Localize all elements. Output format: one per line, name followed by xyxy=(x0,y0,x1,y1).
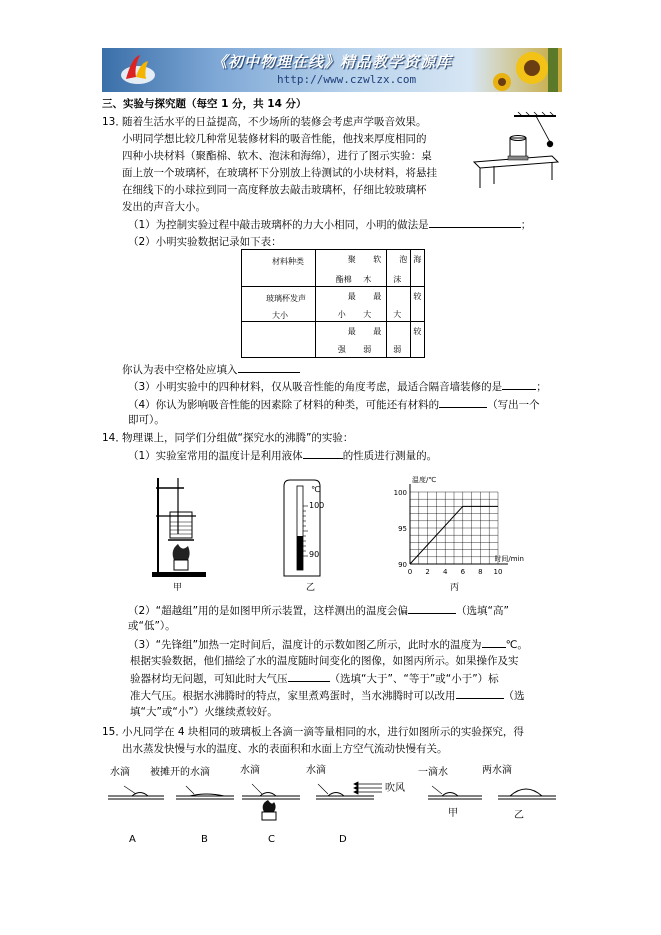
table-cell: 海 xyxy=(413,255,422,264)
chart-x-tick-label: 6 xyxy=(460,568,466,576)
q13-sub1: （1）为控制实验过程中敲击玻璃杯的力大小相同，小明的做法是 ； xyxy=(128,216,531,233)
q15-label-c-top: 水滴 xyxy=(240,765,260,776)
q13-number: 13． xyxy=(102,116,126,128)
section-heading: 三、实验与探究题（每空 1 分，共 14 分） xyxy=(102,98,307,110)
table-label-sound-size: 大小 xyxy=(272,311,288,320)
chart-y-tick-label: 95 xyxy=(398,525,407,533)
banner-title: 《初中物理在线》精品教学资源库 xyxy=(212,53,453,71)
q13-sub4: （4）你认为影响吸音性能的因素除了材料的种类，可能还有材料的 （写出一个 xyxy=(128,396,540,413)
chart-x-tick-label: 8 xyxy=(478,568,483,576)
q15-label-B: B xyxy=(201,834,208,845)
thermo-unit: ℃ xyxy=(311,485,320,494)
table-cell: 弱 xyxy=(363,345,372,354)
q14-sub3-line4: 准大气压。根据水沸腾时的特点，家里煮鸡蛋时，当水沸腾时可以改用 （选 xyxy=(130,687,525,704)
chart-y-tick-label: 100 xyxy=(393,489,407,497)
q15-label-wind: 吹风 xyxy=(385,783,405,794)
fig-bing-chart xyxy=(388,472,536,580)
chart-x-axis-label: 时间/min xyxy=(494,555,524,563)
q15-label-jia: 甲 xyxy=(448,808,458,819)
q13-line-2: 小明同学想比较几种常见装修材料的吸音性能，他找来厚度相同的 xyxy=(122,133,427,145)
chart-x-tick-label: 10 xyxy=(493,568,503,576)
table-cell: 弱 xyxy=(393,345,402,354)
fig-jia-label: 甲 xyxy=(173,583,183,593)
logo-icon xyxy=(118,53,158,87)
chart-x-tick-label: 2 xyxy=(425,568,430,576)
q13-data-table xyxy=(241,249,425,358)
q15-label-d-top: 水滴 xyxy=(306,765,326,776)
table-label-material: 材料种类 xyxy=(272,257,304,266)
q14-sub3-blank-pressure xyxy=(288,670,330,682)
fig-bing-label: 丙 xyxy=(450,583,460,593)
q15-label-two-drop: 两水滴 xyxy=(482,765,512,776)
q13-line-5: 在细线下的小球拉到同一高度释放去敲击玻璃杯，仔细比较玻璃杯 xyxy=(122,184,427,196)
table-cell: 小 xyxy=(337,310,346,319)
q14-sub1: （1）实验室常用的温度计是利用液体 的性质进行测量的。 xyxy=(128,447,437,464)
banner-url: http://www.czwlzx.com xyxy=(277,73,417,86)
q15-label-a-top: 水滴 xyxy=(110,767,130,778)
q13-sub4-end: 即可）。 xyxy=(128,414,165,426)
q13-sub2: （2）小明实验数据记录如下表： xyxy=(128,236,282,248)
q13-line-4: 面上放一个玻璃杯，在玻璃杯下分别放上待测试的小块材料，将悬挂 xyxy=(122,167,437,179)
table-cell: 强 xyxy=(337,345,346,354)
q14-sub3-line3: 验器材均无问题，可知此时大气压 （选填“大于”、“等于”或“小于”）标 xyxy=(130,670,499,687)
chart-y-axis-label: 温度/℃ xyxy=(412,476,437,484)
q13-fill-blank xyxy=(238,361,300,373)
table-cell: 大 xyxy=(363,310,372,319)
q15-line-1: 小凡同学在 4 块相同的玻璃板上各滴一滴等量相同的水，进行如图所示的实验探究，得 xyxy=(122,726,524,738)
table-label-sound: 玻璃杯发声 xyxy=(266,294,306,303)
q14-sub3: （3）“先锋组”加热一定时间后，温度计的示数如图乙所示，此时水的温度为 ℃。 xyxy=(128,636,528,653)
q13-line-1: 随着生活水平的日益提高，不少场所的装修会考虑声学吸音效果。 xyxy=(122,116,427,128)
q15-label-A: A xyxy=(129,834,136,845)
q13-apparatus-figure xyxy=(470,110,562,190)
q15-line-2: 出水蒸发快慢与水的温度、水的表面积和水面上方空气流动快慢有关。 xyxy=(122,743,448,755)
table-cell: 聚 xyxy=(347,255,356,264)
q13-line-3: 四种小块材料（聚酯棉、软木、泡沫和海绵），进行了图示实验：桌 xyxy=(122,150,432,162)
table-cell: 较 xyxy=(413,327,422,336)
q14-sub3-line2: 根据实验数据，他们描绘了水的温度随时间变化的图像，如图丙所示。如果操作及实 xyxy=(130,655,519,667)
q14-sub3-blank-fire xyxy=(456,687,504,699)
q13-sub1-blank xyxy=(429,216,521,228)
table-cell: 最 xyxy=(347,292,356,301)
thermo-tick-100: 100 xyxy=(309,501,325,510)
table-cell: 大 xyxy=(393,310,402,319)
q14-sub3-line5: 填“大”或“小”）火继续煮较好。 xyxy=(130,706,278,718)
q14-number: 14． xyxy=(102,432,126,444)
q15-label-yi: 乙 xyxy=(514,810,524,821)
table-cell: 酯棉 xyxy=(335,275,352,284)
q14-intro: 物理课上，同学们分组做“探究水的沸腾”的实验： xyxy=(122,432,354,444)
chart-x-tick-label: 0 xyxy=(407,568,413,576)
table-cell: 泡 xyxy=(399,255,408,264)
table-cell: 木 xyxy=(363,275,372,284)
q14-sub2: （2）“超越组”用的是如图甲所示装置，这样测出的温度会偏 （选填“高” xyxy=(128,602,509,619)
table-cell: 最 xyxy=(373,327,382,336)
q15-number: 15． xyxy=(102,726,126,738)
q14-sub1-blank xyxy=(303,447,343,459)
q15-label-C: C xyxy=(268,834,275,845)
q15-label-one-drop: 一滴水 xyxy=(418,767,448,778)
header-banner xyxy=(102,48,562,92)
q13-sub3: （3）小明实验中的四种材料，仅从吸音性能的角度考虑，最适合隔音墙装修的是 ； xyxy=(128,378,547,395)
table-cell: 最 xyxy=(373,292,382,301)
q14-sub3-blank-temp xyxy=(482,636,506,648)
table-cell: 最 xyxy=(347,327,356,336)
table-cell: 较 xyxy=(413,292,422,301)
q13-fill: 你认为表中空格处应填入 xyxy=(122,361,300,378)
fig-yi-label: 乙 xyxy=(306,583,316,593)
q13-line-6: 发出的声音大小。 xyxy=(122,201,206,213)
thermo-tick-90: 90 xyxy=(309,550,320,559)
sunflower-icon xyxy=(488,48,558,92)
table-cell: 软 xyxy=(373,255,382,264)
chart-x-tick-label: 4 xyxy=(442,568,448,576)
q14-sub2-blank xyxy=(408,602,456,614)
q15-label-D: D xyxy=(339,834,347,845)
chart-y-tick-label: 90 xyxy=(398,561,407,569)
q13-sub3-blank xyxy=(502,378,536,390)
q15-label-b-top: 被摊开的水滴 xyxy=(150,767,210,778)
q14-sub2-end: 或“低”）。 xyxy=(128,620,176,632)
fig-jia-apparatus xyxy=(148,472,210,582)
table-cell: 沫 xyxy=(393,275,402,284)
q13-sub4-blank xyxy=(439,396,487,408)
q15-evaporation-figure xyxy=(102,778,562,822)
